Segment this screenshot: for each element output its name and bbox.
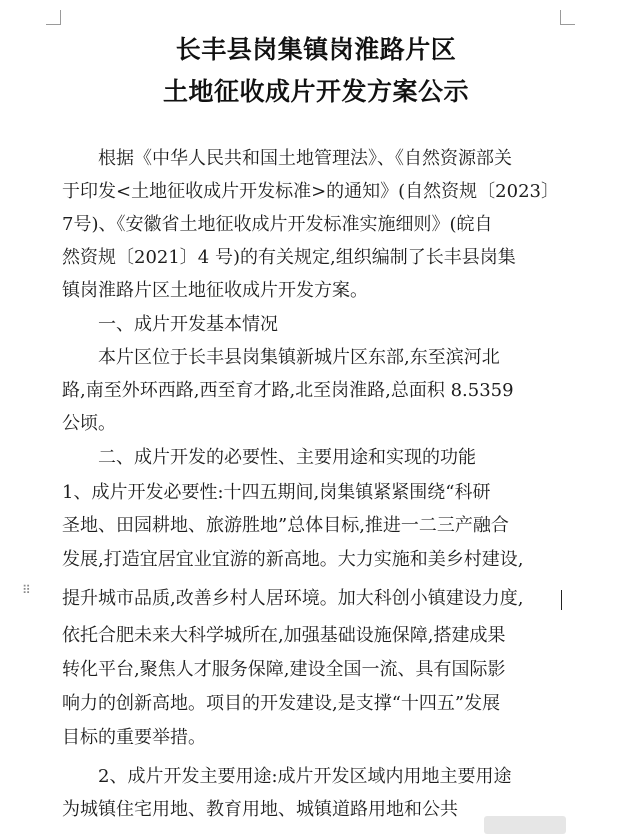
section-heading-2: 二、成片开发的必要性、主要用途和实现的功能	[98, 447, 476, 468]
paragraph-line: 然资规〔2021〕4 号)的有关规定,组织编制了长丰县岗集	[62, 247, 516, 268]
paragraph-line: 提升城市品质,改善乡村人居环境。加大科创小镇建设力度,	[62, 588, 524, 609]
paragraph-line: 发展,打造宜居宜业宜游的新高地。大力实施和美乡村建设,	[62, 549, 524, 570]
paragraph-line: 根据《中华人民共和国土地管理法》、《自然资源部关	[98, 148, 512, 169]
paragraph-line: 镇岗淮路片区土地征收成片开发方案。	[62, 280, 368, 301]
watermark-logo	[484, 816, 566, 834]
document-title-line-2: 土地征收成片开发方案公示	[162, 77, 469, 106]
paragraph-line: 路,南至外环西路,西至育才路,北至岗淮路,总面积 8.5359	[62, 380, 514, 401]
document-title-line-1: 长丰县岗集镇岗淮路片区	[175, 35, 457, 64]
paragraph-line: 响力的创新高地。项目的开发建设,是支撑“十四五”发展	[62, 693, 501, 714]
text-cursor	[561, 590, 562, 610]
paragraph-line: 7号)、《安徽省土地征收成片开发标准实施细则》(皖自	[62, 214, 493, 235]
paragraph-line: 依托合肥未来大科学城所在,加强基础设施保障,搭建成果	[62, 625, 506, 646]
section-heading-1: 一、成片开发基本情况	[98, 314, 278, 335]
crop-mark-top-left	[46, 10, 61, 25]
paragraph-line: 1、成片开发必要性:十四五期间,岗集镇紧紧围绕“科研	[62, 482, 491, 503]
paragraph-line: 2、成片开发主要用途:成片开发区域内用地主要用途	[98, 766, 512, 787]
paragraph-line: 于印发<土地征收成片开发标准>的通知》(自然资规〔2023〕	[62, 181, 559, 202]
paragraph-line: 本片区位于长丰县岗集镇新城片区东部,东至滨河北	[98, 347, 500, 368]
paragraph-line: 转化平台,聚焦人才服务保障,建设全国一流、具有国际影	[62, 659, 506, 680]
drag-handle-icon[interactable]: ⠿	[22, 583, 31, 597]
paragraph-line: 公顷。	[62, 413, 116, 434]
paragraph-line: 目标的重要举措。	[62, 727, 206, 748]
paragraph-line: 为城镇住宅用地、教育用地、城镇道路用地和公共	[62, 799, 458, 820]
crop-mark-top-right	[560, 10, 575, 25]
paragraph-line: 圣地、田园耕地、旅游胜地”总体目标,推进一二三产融合	[62, 515, 509, 536]
